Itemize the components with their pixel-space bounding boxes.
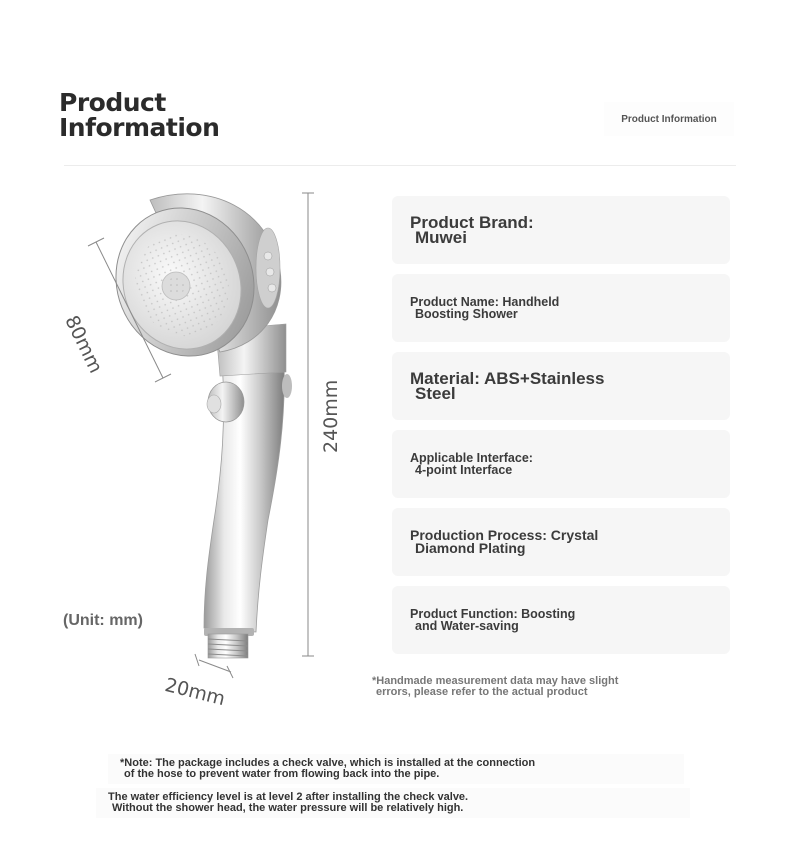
spec-material-line-2: Steel xyxy=(415,384,456,403)
spec-process-line-2: Diamond Plating xyxy=(415,540,526,556)
spec-card-interface xyxy=(392,430,730,498)
spec-interface-line-1: Applicable Interface: xyxy=(410,451,533,465)
spec-function-line-2: and Water-saving xyxy=(415,619,519,633)
section-tag: Product Information xyxy=(604,102,734,136)
measurement-disclaimer xyxy=(372,676,732,698)
note-2-line-1: The water efficiency level is at level 2 after installing the check valve. xyxy=(108,791,469,803)
note-1-line-1: *Note: The package includes a check valve, which is installed at the connection xyxy=(120,757,536,769)
spec-name-line-1: Product Name: Handheld xyxy=(410,295,560,309)
unit-label: (Unit: mm) xyxy=(63,612,143,629)
note-check-valve xyxy=(108,754,684,784)
spec-name-line-2: Boosting Shower xyxy=(415,307,518,321)
spec-card-name xyxy=(392,274,730,342)
dimension-80mm: 80mm xyxy=(60,312,107,377)
spec-interface-line-2: 4-point Interface xyxy=(415,463,513,477)
note-2-line-2: Without the shower head, the water pressure will be relatively high. xyxy=(112,802,464,814)
spec-process-line-1: Production Process: Crystal xyxy=(410,527,599,543)
title-line-2: Information xyxy=(59,113,220,142)
spec-card-material xyxy=(392,352,730,420)
dimension-240mm: 240mm xyxy=(320,379,342,453)
dim-line-240mm xyxy=(302,193,314,656)
note-1-line-2: of the hose to prevent water from flowing back into the pipe. xyxy=(124,768,440,780)
disclaimer-line-1: *Handmade measurement data may have slight xyxy=(372,675,619,687)
spec-brand-line-2: Muwei xyxy=(415,228,467,247)
spec-function-line-1: Product Function: Boosting xyxy=(410,607,576,621)
spec-card-function xyxy=(392,586,730,654)
spec-cards xyxy=(392,196,730,664)
spec-card-brand xyxy=(392,196,730,264)
dimension-20mm: 20mm xyxy=(162,674,228,711)
note-water-efficiency xyxy=(96,788,690,818)
title-line-1: Product xyxy=(59,88,166,117)
spec-card-process xyxy=(392,508,730,576)
spec-brand-line-1: Product Brand: xyxy=(410,213,534,232)
spec-material-line-1: Material: ABS+Stainless xyxy=(410,369,605,388)
disclaimer-line-2: errors, please refer to the actual product xyxy=(376,686,588,698)
